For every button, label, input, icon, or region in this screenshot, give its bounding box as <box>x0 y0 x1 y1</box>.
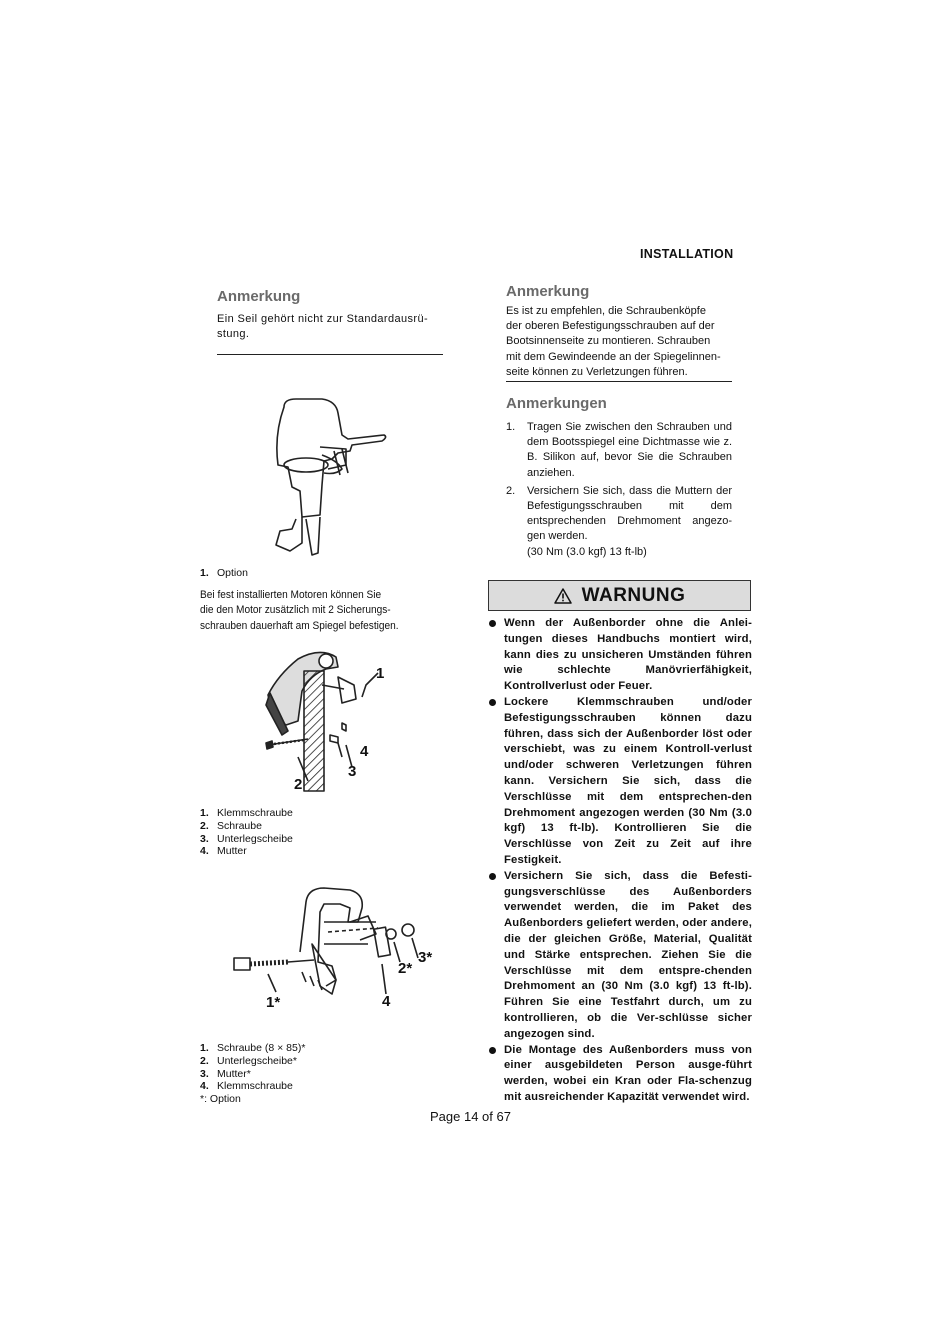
left-note-line-1: Ein Seil gehört nicht zur Standardausrü- <box>217 313 429 325</box>
fig3-caption-item: 1. Schraube (8 × 85)* <box>200 1042 306 1054</box>
right-notes-title: Anmerkungen <box>506 395 607 412</box>
left-paragraph-line-2: die den Motor zusätzlich mit 2 Sicherungs- <box>200 604 391 617</box>
bullet-icon <box>489 699 496 706</box>
fig2-caption-item: 2. Schraube <box>200 819 262 832</box>
left-paragraph <box>200 588 399 634</box>
fig3-caption-item: 4. Klemmschraube <box>200 1080 293 1093</box>
right-note-divider <box>506 381 732 382</box>
right-note-text <box>506 304 732 380</box>
torque-spec: (30 Nm (3.0 kgf) 13 ft-lb) <box>527 545 647 558</box>
warning-list <box>487 616 752 1106</box>
fig3-caption-item: 3. Mutter* <box>200 1067 251 1080</box>
fig3-label-4: 4 <box>382 993 391 1010</box>
warning-banner <box>488 580 751 611</box>
clamp-bracket-figure <box>258 645 393 795</box>
left-note-divider <box>217 354 443 355</box>
warning-item-3: Versichern Sie sich, dass die Befesti-gungsverschlüsse des Außenborders verwendet werden, die im Paket des Außenborders geliefert werden, oder andere, die der gleichen Größe, Material, Qualität und Stärke entsprechen. Ziehen Sie die Verschlüsse mit dem entspre-chenden Drehmoment an (30 Nm (3.0 kgf) 13 ft-lb). Führen Sie eine Testfahrt durch, um zu kontrollieren, ob die Ver-schlüsse sicher angezogen sind. <box>487 869 752 1043</box>
fig2-caption-item: 1. Klemmschraube <box>200 807 293 819</box>
warning-item-4: Die Montage des Außenborders muss von einer ausgebildeten Person ausge-führt werden, wobei ein Kran oder Fla-schenzug mit ausreichender Kapazität verwendet wird. <box>487 1043 752 1106</box>
fig1-caption-label: Option <box>217 567 248 579</box>
left-note-line-2: stung. <box>217 328 250 341</box>
page-number: Page 14 of 67 <box>430 1109 511 1124</box>
warning-item-1: Wenn der Außenborder ohne die Anlei-tungen dieses Handbuchs montiert wird, kann dies zu unsicheren Umständen führen wie schlechte Manövrierfähigkeit, Kontrollverlust oder Feuer. <box>487 616 752 695</box>
notes-item-1: 1. Tragen Sie zwischen den Schrauben und dem Bootsspiegel eine Dichtmasse wie z. B. Silikon auf, bevor Sie die Schrauben anziehen. <box>506 421 732 479</box>
fig1-caption <box>200 567 248 580</box>
fig1-caption-num: 1. <box>200 567 209 579</box>
section-header: INSTALLATION <box>640 247 734 261</box>
right-note-line: der oberen Befestigungsschrauben auf der <box>506 320 715 333</box>
left-paragraph-line-1: Bei fest installierten Motoren können Sie <box>200 589 382 601</box>
fig2-label-4: 4 <box>360 743 369 760</box>
bullet-icon <box>489 873 496 880</box>
fig2-caption <box>200 807 293 858</box>
fig3-caption-item: 2. Unterlegscheibe* <box>200 1054 297 1067</box>
fig2-label-3: 3 <box>348 763 357 780</box>
fig3-caption <box>200 1042 305 1106</box>
fig2-label-1: 1 <box>376 665 385 682</box>
fig3-footnote: *: Option <box>200 1093 241 1106</box>
right-note-title: Anmerkung <box>506 283 590 300</box>
left-paragraph-line-3: schrauben dauerhaft am Spiegel befestigen. <box>200 619 399 632</box>
right-notes-list <box>506 420 732 563</box>
fig3-label-3: 3* <box>418 949 433 966</box>
warning-triangle-icon <box>554 588 572 604</box>
bolt-assembly-figure <box>228 882 438 1012</box>
warning-title: WARNUNG <box>581 584 686 606</box>
bullet-icon <box>489 620 496 627</box>
right-note-line: Bootsinnenseite zu montieren. Schrauben <box>506 335 711 348</box>
fig2-caption-item: 4. Mutter <box>200 845 247 858</box>
right-note-line: Es ist zu empfehlen, die Schraubenköpfe <box>506 305 706 317</box>
left-note-title: Anmerkung <box>217 288 301 305</box>
right-note-line: seite können zu Verletzungen führen. <box>506 365 688 378</box>
bullet-icon <box>489 1047 496 1054</box>
notes-item-2: 2. Versichern Sie sich, dass die Muttern der Befestigungsschrauben mit dem entsprechenden Drehmoment angezo-gen werden. (30 Nm (3.0 kgf) 13 ft-lb) <box>506 484 732 560</box>
outboard-motor-figure <box>262 395 392 565</box>
fig2-caption-item: 3. Unterlegscheibe <box>200 832 293 845</box>
fig2-label-2: 2 <box>294 776 303 793</box>
right-note-line: mit dem Gewindeende an der Spiegelinnen- <box>506 350 721 363</box>
warning-item-2: Lockere Klemmschrauben und/oder Befestigungsschrauben können dazu führen, dass sich der Außenborder löst oder verschiebt, was zu einem Kontroll-verlust und/oder schweren Verletzungen führen kann. Versichern Sie sich, dass die Verschlüsse mit dem entsprechen-den Drehmoment angezogen werden (30 Nm (3.0 kgf) 13 ft-lb). Kontrollieren Sie die Verschlüsse von Zeit zu Zeit auf ihre Festigkeit. <box>487 695 752 869</box>
fig3-label-1: 1* <box>266 994 281 1011</box>
left-note-text <box>217 312 443 342</box>
fig3-label-2: 2* <box>398 960 413 977</box>
